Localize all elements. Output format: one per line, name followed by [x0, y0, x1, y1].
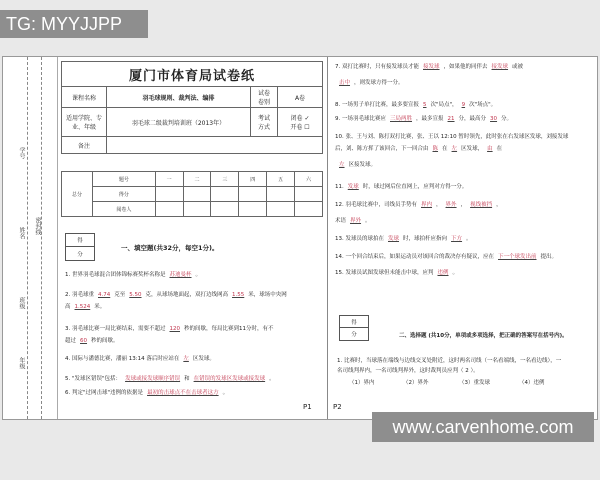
binding-label: 年级	[18, 357, 25, 369]
answer-text: 在错误的发球区发球或接发球	[193, 376, 266, 382]
question-text: 克，从球场地面起，双打边线网高	[145, 292, 229, 298]
note-label: 备注	[62, 137, 107, 154]
question-text: 11.	[335, 184, 344, 190]
answer-text: 界外	[445, 202, 457, 208]
question-text: 超过	[65, 338, 77, 344]
question-text: 后，刘、陈方挥了该回合，下一回合由	[335, 146, 429, 152]
score-box: 得 分	[339, 315, 369, 341]
answer-text: 发球	[347, 184, 359, 190]
question-line	[65, 355, 215, 363]
seal-line	[27, 57, 28, 419]
seal-line	[41, 57, 42, 419]
question-text: 13. 发球员的球拍在	[335, 236, 384, 242]
binding-margin	[3, 57, 58, 419]
choice-option: （2）界外	[403, 380, 429, 386]
choice-question: 名司线判界内，一名司线判界外，这时裁判员应判（ 2 ）。	[337, 368, 479, 374]
answer-text: 由	[487, 146, 493, 152]
section-heading: 二、选择题 (共10分，单项或多项选择，把正确的答案写在括号内)。	[399, 333, 568, 339]
answer-text: 左	[451, 146, 458, 152]
paper-label: 试卷 卷别	[251, 87, 278, 108]
question-text: 区接发球。	[348, 162, 377, 168]
question-text: 2. 羽毛球重	[65, 292, 94, 298]
score-head: 三	[211, 172, 239, 187]
question-line	[65, 389, 228, 397]
score-head: 二	[183, 172, 211, 187]
answer-text: 击中	[339, 80, 351, 86]
question-text: 。	[269, 376, 275, 382]
answer-text: 陈	[432, 146, 439, 152]
page-number: P1	[303, 403, 312, 411]
answer-text: 1.55	[232, 292, 245, 298]
header-table	[61, 61, 323, 154]
score-head: 一	[155, 172, 183, 187]
answer-text: 下一个球发出前	[498, 254, 537, 260]
choice-question: 1. 比赛时，当球落在端线与边线交叉处附近，这时两名司线（一名看端线，一名看边线），一	[337, 358, 562, 364]
question-text: 。	[365, 218, 371, 224]
question-text: 和	[184, 376, 190, 382]
score-box: 得 分	[65, 233, 95, 261]
question-text: 在	[496, 146, 503, 152]
question-text: 分。	[501, 116, 513, 122]
question-line	[65, 303, 105, 311]
question-line	[335, 201, 502, 209]
answer-text: 5.50	[129, 292, 142, 298]
score-row-label: 阅卷人	[93, 202, 156, 217]
seal-text: 密封线	[34, 217, 41, 235]
score-head: 五	[267, 172, 295, 187]
question-text: 。	[452, 270, 459, 276]
question-text: ，最多宣报	[416, 116, 444, 122]
question-text: 时，球拍杆应指向	[403, 236, 448, 242]
question-line	[65, 271, 201, 279]
question-line	[335, 79, 404, 87]
question-text: 10. 张、王与刘、陈打双打比赛，张、王以 12:10 暂时领先，此时张在右发球区发球，刘接发球	[335, 134, 569, 140]
question-line	[335, 115, 512, 123]
answer-text: 1.524	[74, 304, 91, 310]
answer-text: 120	[169, 326, 180, 332]
answer-text: 下方	[451, 236, 463, 242]
question-text: 次"局点"，	[430, 102, 458, 108]
paper-value: A卷	[278, 87, 323, 108]
page-1	[57, 57, 328, 419]
choice-option: （3）重发球	[459, 380, 490, 386]
question-text: ，则发球方得一分。	[354, 80, 404, 86]
answer-text: 最初的击球点不在击球者这方	[147, 390, 219, 396]
question-line	[335, 269, 458, 277]
score-table	[61, 171, 323, 217]
question-text: ，	[496, 202, 502, 208]
score-head: 题号	[93, 172, 156, 187]
question-text: 。	[466, 236, 472, 242]
question-text: 8. 一场男子单打比赛，最多要宣报	[335, 102, 419, 108]
page-2	[329, 57, 597, 419]
question-text: 7. 双打比赛时，只有接发球员才能	[335, 64, 419, 70]
question-line	[335, 101, 496, 109]
question-text: 高	[65, 304, 71, 310]
question-line	[335, 133, 568, 141]
question-text: 秒的间歇，每局比赛到11分时，有不	[184, 326, 274, 332]
score-row-label: 得分	[93, 187, 156, 202]
answer-text: 接发球	[491, 64, 509, 70]
section-heading: 一、填空题(共32分，每空1分)。	[121, 244, 219, 252]
question-text: 分，最高分	[458, 116, 487, 122]
course-value: 羽毛球规则、裁判法、编排	[107, 87, 251, 108]
question-text: 米。	[94, 304, 106, 310]
exam-label: 考试 方式	[251, 108, 278, 137]
question-text: 14. 一个回合结束后，如果运动员对该回合的裁决存有疑议，应在	[335, 254, 494, 260]
question-text: ，	[436, 202, 442, 208]
question-text: 时，球过网后位直网上，应判对方得一分。	[362, 184, 468, 190]
question-text: 或被	[512, 64, 524, 70]
question-line	[65, 291, 287, 299]
question-text: 9. 一场羽毛球比赛应	[335, 116, 386, 122]
score-head: 四	[239, 172, 267, 187]
question-text: 5. "发球区错误"包括：	[65, 376, 122, 382]
answer-text: 界外	[350, 218, 362, 224]
question-text: ，	[460, 202, 467, 208]
question-text: 4. 国际与潘德比赛，潘丽 13:14 落后时应站在	[65, 356, 180, 362]
answer-text: 接发球	[423, 64, 440, 70]
question-text: 在	[442, 146, 448, 152]
answer-text: 60	[80, 338, 88, 344]
question-text: 区发球。	[192, 356, 215, 362]
answer-text: 左	[339, 162, 345, 168]
exam-mode: 闭卷 ✓ 开卷 ☐	[278, 108, 323, 137]
answer-text: 三局两胜	[390, 116, 413, 122]
question-line	[335, 161, 376, 169]
question-text: 。	[195, 272, 202, 278]
answer-text: 视线被挡	[470, 202, 493, 208]
question-text: 6. 判定"过网击球"违例的依据是	[65, 390, 144, 396]
question-text: 秒的间歇。	[91, 338, 119, 344]
answer-text: 苏迪曼杯	[169, 272, 192, 278]
answer-text: 违例	[437, 270, 449, 276]
binding-label: 姓名	[18, 227, 25, 239]
watermark-bottom: www.carvenhome.com	[372, 412, 594, 442]
answer-text: 发球或接发球顺序错误	[125, 376, 181, 382]
answer-text: 30	[490, 116, 498, 122]
question-text: 提出。	[540, 254, 558, 260]
question-text: 克至	[114, 292, 126, 298]
question-line	[335, 63, 523, 71]
score-head: 六	[295, 172, 323, 187]
page-title: 厦门市体育局试卷纸	[62, 62, 323, 87]
question-text: 15. 发球员试图发球但未能击中球，应判	[335, 270, 434, 276]
applies-label: 适用学院、专业、年级	[62, 108, 107, 137]
question-line	[65, 375, 275, 383]
page-number: P2	[333, 403, 342, 411]
answer-text: 5	[423, 102, 427, 108]
question-line	[335, 235, 472, 243]
course-label: 课程名称	[62, 87, 107, 108]
total-label: 总分	[62, 172, 93, 217]
question-text: 术语	[335, 218, 347, 224]
question-text: 12. 羽毛球比赛中，司线员手势有	[335, 202, 417, 208]
answer-text: 左	[183, 356, 189, 362]
question-line	[65, 325, 274, 333]
question-text: 3. 羽毛球比赛一局比赛结束，需要不超过	[65, 326, 166, 332]
answer-text: 21	[447, 116, 455, 122]
answer-text: 界内	[421, 202, 433, 208]
question-line	[335, 253, 557, 261]
applies-value: 羽毛球二级裁判培训班（2013年）	[107, 108, 251, 137]
binding-label: 学号	[18, 147, 25, 159]
question-text: 1. 世界羽毛球混合团体锦标赛奖杯名称是	[65, 272, 166, 278]
question-text: 区发球，	[461, 146, 484, 152]
watermark-top: TG: MYYJJPP	[0, 10, 148, 38]
question-text: 米，球场中央网	[248, 292, 287, 298]
question-line	[65, 337, 119, 345]
answer-text: 4.74	[98, 292, 111, 298]
choice-option: （4）违例	[519, 380, 545, 386]
answer-text: 9	[461, 102, 466, 108]
binding-label: 班级	[18, 297, 25, 309]
question-text: 次"场点"。	[469, 102, 497, 108]
question-line	[335, 145, 502, 153]
question-line	[335, 217, 371, 225]
choice-option: （1）界内	[349, 380, 375, 386]
answer-text: 发球	[388, 236, 400, 242]
question-text: 。	[222, 390, 229, 396]
question-line	[335, 183, 467, 191]
question-text: ，如果他的同伴去	[443, 64, 488, 70]
exam-sheet	[2, 56, 598, 420]
note-value	[107, 137, 323, 154]
